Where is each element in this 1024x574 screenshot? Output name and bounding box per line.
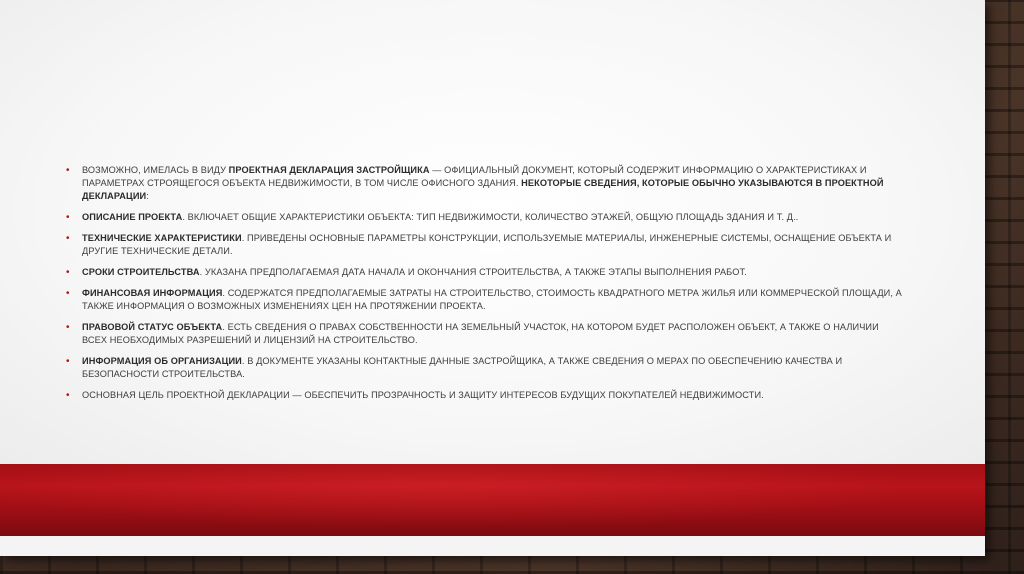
bullet-icon: • [66, 267, 70, 278]
list-item-financial-info [64, 287, 904, 313]
list-item-legal-status [64, 321, 904, 347]
list-item-intro [64, 164, 904, 203]
item-bold-text: ИНФОРМАЦИЯ ОБ ОРГАНИЗАЦИИ [82, 356, 242, 366]
item-text: . В ДОКУМЕНТЕ УКАЗАНЫ КОНТАКТНЫЕ ДАННЫЕ ЗАСТРОЙЩИКА, А ТАКЖЕ СВЕДЕНИЯ О МЕРАХ ПО ОБЕСПЕЧЕНИЮ КАЧЕСТВА И БЕЗОПАСНОСТИ СТРОИТЕЛЬСТВА. [82, 356, 843, 379]
bullet-icon: • [66, 288, 70, 299]
item-text: ОСНОВНАЯ ЦЕЛЬ ПРОЕКТНОЙ ДЕКЛАРАЦИИ — ОБЕСПЕЧИТЬ ПРОЗРАЧНОСТЬ И ЗАЩИТУ ИНТЕРЕСОВ БУДУЩИХ ПОКУПАТЕЛЕЙ НЕДВИЖИМОСТИ. [82, 390, 764, 400]
item-text: . ЕСТЬ СВЕДЕНИЯ О ПРАВАХ СОБСТВЕННОСТИ НА ЗЕМЕЛЬНЫЙ УЧАСТОК, НА КОТОРОМ БУДЕТ РАСПОЛОЖЕН ОБЪЕКТ, А ТАКЖЕ О НАЛИЧИИ ВСЕХ НЕОБХОДИМЫХ РАЗРЕШЕНИЙ И ЛИЦЕНЗИЙ НА СТРОИТЕЛЬСТВО. [82, 322, 879, 345]
red-band-highlight [0, 464, 985, 536]
list-item-organization-info [64, 355, 904, 381]
item-bold-text: ПРОЕКТНАЯ ДЕКЛАРАЦИЯ ЗАСТРОЙЩИКА [228, 165, 430, 175]
list-item-project-description [64, 211, 904, 224]
bullet-icon: • [66, 212, 70, 223]
list-item-conclusion [64, 389, 904, 402]
bullet-icon: • [66, 390, 70, 401]
list-item-technical-specs [64, 232, 904, 258]
item-text: : [146, 191, 149, 201]
item-bold-text: ФИНАНСОВАЯ ИНФОРМАЦИЯ [82, 288, 223, 298]
item-bold-text: СРОКИ СТРОИТЕЛЬСТВА [82, 267, 200, 277]
item-bold-text: ПРАВОВОЙ СТАТУС ОБЪЕКТА [82, 322, 223, 332]
item-bold-text: НЕКОТОРЫЕ СВЕДЕНИЯ, КОТОРЫЕ ОБЫЧНО УКАЗЫВАЮТСЯ В ПРОЕКТНОЙ ДЕКЛАРАЦИИ [82, 178, 884, 201]
red-footer-band [0, 464, 985, 536]
item-text: ВОЗМОЖНО, ИМЕЛАСЬ В ВИДУ [82, 165, 229, 175]
bullet-icon: • [66, 165, 70, 176]
bullet-icon: • [66, 233, 70, 244]
item-text: . ВКЛЮЧАЕТ ОБЩИЕ ХАРАКТЕРИСТИКИ ОБЪЕКТА: ТИП НЕДВИЖИМОСТИ, КОЛИЧЕСТВО ЭТАЖЕЙ, ОБЩУЮ ПЛОЩАДЬ ЗДАНИЯ И Т. Д.. [182, 212, 799, 222]
slide-bottom-strip [0, 536, 985, 556]
bullet-icon: • [66, 356, 70, 367]
list-item-construction-timeline [64, 266, 904, 279]
item-text: — ОФИЦИАЛЬНЫЙ ДОКУМЕНТ, КОТОРЫЙ СОДЕРЖИТ ИНФОРМАЦИЮ О ХАРАКТЕРИСТИКАХ И ПАРАМЕТРАХ СТРОЯЩЕГОСЯ ОБЪЕКТА НЕДВИЖИМОСТИ, В ТОМ ЧИСЛЕ ОФИСНОГО ЗДАНИЯ. [82, 165, 867, 188]
item-text: . СОДЕРЖАТСЯ ПРЕДПОЛАГАЕМЫЕ ЗАТРАТЫ НА СТРОИТЕЛЬСТВО, СТОИМОСТЬ КВАДРАТНОГО МЕТРА ЖИЛЬЯ ИЛИ КОММЕРЧЕСКОЙ ПЛОЩАДИ, А ТАКЖЕ ИНФОРМАЦИЯ О ВОЗМОЖНЫХ ИЗМЕНЕНИЯХ ЦЕН НА ПРОТЯЖЕНИИ ПРОЕКТА. [82, 288, 902, 311]
item-bold-text: ТЕХНИЧЕСКИЕ ХАРАКТЕРИСТИКИ [82, 233, 242, 243]
bullet-icon: • [66, 322, 70, 333]
item-bold-text: ОПИСАНИЕ ПРОЕКТА [82, 212, 183, 222]
item-text: . ПРИВЕДЕНЫ ОСНОВНЫЕ ПАРАМЕТРЫ КОНСТРУКЦИИ, ИСПОЛЬЗУЕМЫЕ МАТЕРИАЛЫ, ИНЖЕНЕРНЫЕ СИСТЕМЫ, ОСНАЩЕНИЕ ОБЪЕКТА И ДРУГИЕ ТЕХНИЧЕСКИЕ ДЕТАЛИ. [82, 233, 892, 256]
item-text: . УКАЗАНА ПРЕДПОЛАГАЕМАЯ ДАТА НАЧАЛА И ОКОНЧАНИЯ СТРОИТЕЛЬСТВА, А ТАКЖЕ ЭТАПЫ ВЫПОЛНЕНИЯ РАБОТ. [199, 267, 747, 277]
bullet-list [64, 164, 904, 410]
